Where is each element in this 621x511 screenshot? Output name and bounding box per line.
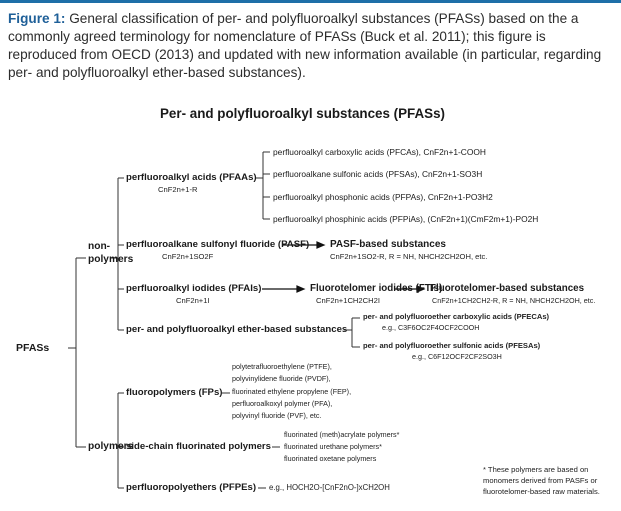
footnote-line: fluorotelomer-based raw materials. [483,487,600,496]
pfpia-item: perfluoroalkyl phosphinic acids (PFPiAs), (CnF2n+1)(CmF2m+1)-PO2H [273,214,539,224]
pasf-formula: CnF2n+1SO2F [162,252,214,261]
polymers-label: polymers [88,441,134,452]
fp-name: fluoropolymers (FPs) [126,387,223,398]
ether-name: per- and polyfluoroalkyl ether-based substances [126,324,348,335]
fp-item: perfluoroalkoxyl polymer (PFA), [232,399,333,408]
pfsa-item: perfluoroalkane sulfonic acids (PFSAs), CnF2n+1-SO3H [273,169,483,179]
pfaa-name: perfluoroalkyl acids (PFAAs) [126,172,257,183]
pfesa-name: per- and polyfluoroether sulfonic acids (PFESAs) [363,341,541,350]
pasf-name: perfluoroalkane sulfonyl fluoride (PASF) [126,239,310,250]
pasf-product-name: PASF-based substances [330,239,446,250]
scfp-item: fluorinated oxetane polymers [284,454,377,463]
pfpe-formula: e.g., HOCH2O-[CnF2nO-]xCH2OH [269,483,390,492]
pfeca-name: per- and polyfluoroether carboxylic acids (PFECAs) [363,312,550,321]
fp-item: polyvinylidene fluoride (PVDF), [232,374,331,383]
fp-item: fluorinated ethylene propylene (FEP), [232,387,352,396]
scfp-item: fluorinated (meth)acrylate polymers* [284,430,400,439]
fluorotelomer-based-name: Fluorotelomer-based substances [430,283,585,294]
pfai-name: perfluoroalkyl iodides (PFAIs) [126,283,262,294]
fp-item: polytetrafluoroethylene (PTFE), [232,362,332,371]
fti-formula: CnF2n+1CH2CH2I [316,296,380,305]
fp-item: polyvinyl fluoride (PVF), etc. [232,411,322,420]
footnote-line: * These polymers are based on [483,465,589,474]
figure-label: Figure 1: [8,11,66,26]
diagram-title: Per- and polyfluoroalkyl substances (PFASs) [160,106,445,121]
root-label: PFASs [16,342,50,354]
scfp-item: fluorinated urethane polymers* [284,442,382,451]
pfpa-item: perfluoroalkyl phosphonic acids (PFPAs), CnF2n+1-PO3H2 [273,192,493,202]
fti-name: Fluorotelomer iodides (FTIs) [310,283,443,294]
pasf-product-formula: CnF2n+1SO2-R, R = NH, NHCH2CH2OH, etc. [330,252,488,261]
footnote-line: monomers derived from PASFs or [483,476,598,485]
pfesa-formula: e.g., C6F12OCF2CF2SO3H [412,352,502,361]
nonpolymers-label: non- polymers [88,241,134,265]
caption-text: General classification of per- and polyfluoroalkyl substances (PFASs) based on the a commonly agreed terminology for nomenclature of PFASs (Buck et al. 2011); this figure is reproduced from OECD (2013) and updated with new information available (in particular, regarding per- and polyfluoroalkyl ether-based substances). [8,11,602,80]
pfca-item: perfluoroalkyl carboxylic acids (PFCAs), CnF2n+1-COOH [273,147,486,157]
scfp-name: side-chain fluorinated polymers [126,441,272,452]
pfaa-formula: CnF2n+1-R [158,185,198,194]
fluorotelomer-based-formula: CnF2n+1CH2CH2-R, R = NH, NHCH2CH2OH, etc. [432,296,596,305]
pfeca-formula: e.g., C3F6OC2F4OCF2COOH [382,323,480,332]
pfai-formula: CnF2n+1I [176,296,210,305]
pfpe-name: perfluoropolyethers (PFPEs) [126,482,257,493]
